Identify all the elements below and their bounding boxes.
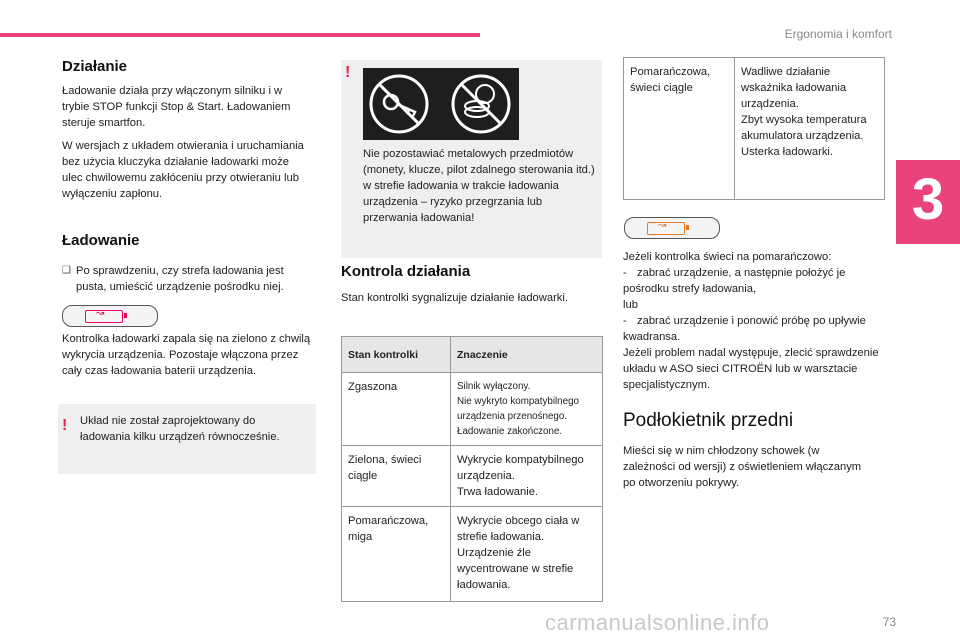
warning-text: Układ nie został zaprojektowany do ładowania kilku urządzeń równocześnie. [80, 415, 280, 443]
exclamation-icon: ! [345, 64, 351, 81]
table-cell: Pomarańczowa, świeci ciągle [624, 58, 735, 200]
table-row [342, 507, 603, 602]
table-cell: Pomarańczowa, miga [342, 507, 451, 602]
status-table [341, 336, 603, 602]
table-cell: Silnik wyłączony. Nie wykryto kompatybilnego urządzenia przenośnego. Ładowanie zakończone. [451, 373, 603, 446]
chapter-tab [896, 160, 960, 244]
heading-kontrola: Kontrola działania [341, 263, 471, 280]
header-accent-bar [0, 33, 480, 37]
table-row [342, 446, 603, 507]
warning-box [58, 404, 316, 474]
paragraph: W wersjach z układem otwierania i uruchamiania bez użycia kluczyka działanie ładowarki może ulec chwilowemu zakłóceniu przy otwieraniu lub wyłączeniu zapłonu. [62, 140, 304, 200]
paragraph: Ładowanie działa przy włączonym silniku i w trybie STOP funkcji Stop & Start. Ładowaniem steruje smartfon. [62, 85, 291, 129]
table-cell: Wykrycie kompatybilnego urządzenia. Trwa ładowanie. [451, 446, 603, 507]
table-cell: Zgaszona [342, 373, 451, 446]
list-item: - zabrać urządzenie, a następnie położyć je pośrodku strefy ładowania, [623, 267, 846, 295]
table-header: Znaczenie [451, 337, 603, 373]
chapter-number: 3 [911, 167, 945, 232]
paragraph: lub [623, 299, 638, 311]
heading-podlokietnik: Podłokietnik przedni [623, 410, 794, 431]
heading-ladowanie: Ładowanie [62, 232, 140, 249]
table-header: Stan kontrolki [342, 337, 451, 373]
section-title: Ergonomia i komfort [784, 27, 892, 41]
table-cell: Wadliwe działanie wskaźnika ładowania urządzenia. Zbyt wysoka temperatura akumulatora urządzenia. Usterka ładowarki. [735, 58, 885, 200]
paragraph: Jeżeli kontrolka świeci na pomarańczowo: [623, 251, 832, 263]
table-cell: Wykrycie obcego ciała w strefie ładowania. Urządzenie źle wycentrowane w strefie ładowania. [451, 507, 603, 602]
charging-indicator-icon: ↝ [62, 305, 158, 327]
page-number: 73 [882, 615, 896, 629]
table-row [342, 373, 603, 446]
warning-illustration [363, 68, 519, 140]
no-coins-icon [453, 76, 509, 132]
paragraph: Stan kontrolki sygnalizuje działanie ładowarki. [341, 292, 568, 304]
charging-indicator-icon: ↝ [624, 217, 720, 239]
no-keys-icon [371, 76, 427, 132]
square-bullet-icon: ❏ [62, 265, 71, 276]
bullet-text: Po sprawdzeniu, czy strefa ładowania jest pusta, umieścić urządzenie pośrodku niej. [76, 265, 284, 293]
exclamation-icon: ! [62, 417, 68, 434]
paragraph: Mieści się w nim chłodzony schowek (w zależności od wersji) z oświetleniem włączanym po otworzeniu pokrywy. [623, 445, 862, 489]
paragraph: Jeżeli problem nadal występuje, zlecić sprawdzenie układu w ASO sieci CITROËN lub w warsztacie specjalistycznym. [623, 347, 879, 391]
heading-dzialanie: Działanie [62, 58, 128, 75]
table-cell: Zielona, świeci ciągle [342, 446, 451, 507]
watermark: carmanualsonline.info [545, 610, 770, 635]
paragraph: Kontrolka ładowarki zapala się na zielono z chwilą wykrycia urządzenia. Pozostaje włączona przez cały czas ładowania baterii urządzenia. [62, 333, 311, 377]
status-table-continued [623, 57, 885, 200]
table-row [624, 58, 885, 200]
warning-box [341, 60, 602, 258]
warning-text: Nie pozostawiać metalowych przedmiotów (monety, klucze, pilot zdalnego sterowania itd.) w strefie ładowania w trakcie ładowania urządzenia – ryzyko przegrzania lub przerwania ładowania! [363, 148, 595, 224]
list-item: - zabrać urządzenie i ponowić próbę po upływie kwadransa. [623, 315, 866, 343]
